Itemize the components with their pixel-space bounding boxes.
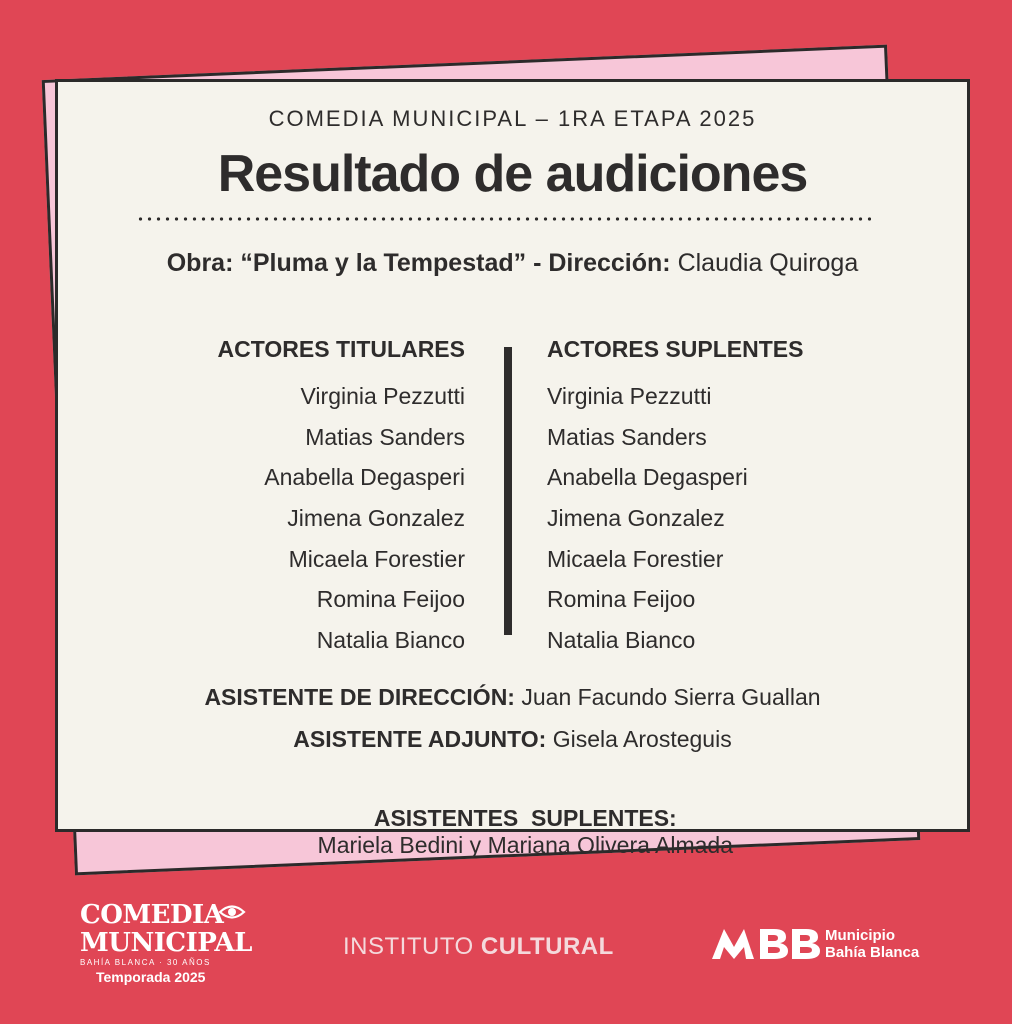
titular-name: Romina Feijoo: [316, 586, 465, 613]
asistentes-suplentes-names: Mariela Bedini y Mariana Olivera Almada: [317, 832, 734, 858]
municipio-line1: Municipio: [825, 927, 895, 944]
suplente-name: Romina Feijoo: [547, 586, 696, 613]
direccion-label: Dirección:: [548, 249, 671, 277]
asistentes-suplentes-label: ASISTENTES SUPLENTES:: [373, 805, 677, 831]
titular-name: Matias Sanders: [305, 423, 465, 450]
obra-separator: -: [533, 249, 542, 277]
dotted-divider: [136, 217, 871, 221]
titular-name: Micaela Forestier: [288, 545, 465, 572]
suplente-name: Virginia Pezzutti: [547, 383, 712, 409]
titular-name: Anabella Degasperi: [264, 464, 465, 491]
suplentes-heading: ACTORES SUPLENTES: [547, 336, 804, 362]
instituto-word: INSTITUTO: [343, 933, 474, 960]
titulares-column: [218, 335, 465, 661]
obra-label: Obra:: [166, 249, 234, 277]
instituto-cultural-logo: [343, 933, 614, 961]
obra-title: “Pluma y la Tempestad”: [240, 249, 527, 277]
municipio-line2: Bahía Blanca: [825, 944, 920, 961]
asistentes-suplentes-line: [58, 778, 967, 886]
municipio-emblem-icon: [710, 925, 820, 961]
asistente-adjunto-label: ASISTENTE ADJUNTO:: [293, 726, 547, 752]
suplente-name: Micaela Forestier: [547, 545, 724, 572]
titular-name: Virginia Pezzutti: [300, 383, 465, 409]
cm-season: Temporada 2025: [96, 969, 206, 985]
page-title: Resultado de audiciones: [217, 145, 808, 203]
titular-name: Natalia Bianco: [316, 627, 465, 654]
kicker-heading: COMEDIA MUNICIPAL – 1RA ETAPA 2025: [268, 106, 757, 131]
cm-word-1: COMEDIA: [80, 900, 224, 930]
suplente-name: Anabella Degasperi: [547, 464, 748, 491]
asistente-direccion-name: Juan Facundo Sierra Guallan: [521, 684, 821, 710]
cm-word-2: MUNICIPAL: [80, 928, 252, 958]
titulares-heading: ACTORES TITULARES: [217, 336, 465, 362]
eye-icon: [218, 901, 246, 923]
asistente-adjunto-line: [58, 726, 967, 753]
column-divider: [504, 347, 512, 635]
cultural-word: CULTURAL: [480, 933, 614, 960]
cm-subtitle: BAHÍA BLANCA · 30 AÑOS: [80, 958, 211, 967]
municipio-logo: [710, 925, 920, 965]
asistente-adjunto-name: Gisela Arosteguis: [552, 726, 732, 752]
suplente-name: Jimena Gonzalez: [547, 505, 725, 532]
obra-line: [58, 249, 967, 278]
asistente-direccion-label: ASISTENTE DE DIRECCIÓN:: [204, 684, 515, 710]
director-name: Claudia Quiroga: [677, 249, 859, 277]
titular-name: Jimena Gonzalez: [287, 505, 465, 532]
results-card: [55, 79, 970, 858]
suplente-name: Natalia Bianco: [547, 627, 696, 654]
asistente-direccion-line: [58, 684, 967, 711]
suplente-name: Matias Sanders: [547, 423, 707, 450]
footer-logos: [0, 895, 1012, 1005]
suplentes-column: [547, 335, 803, 661]
